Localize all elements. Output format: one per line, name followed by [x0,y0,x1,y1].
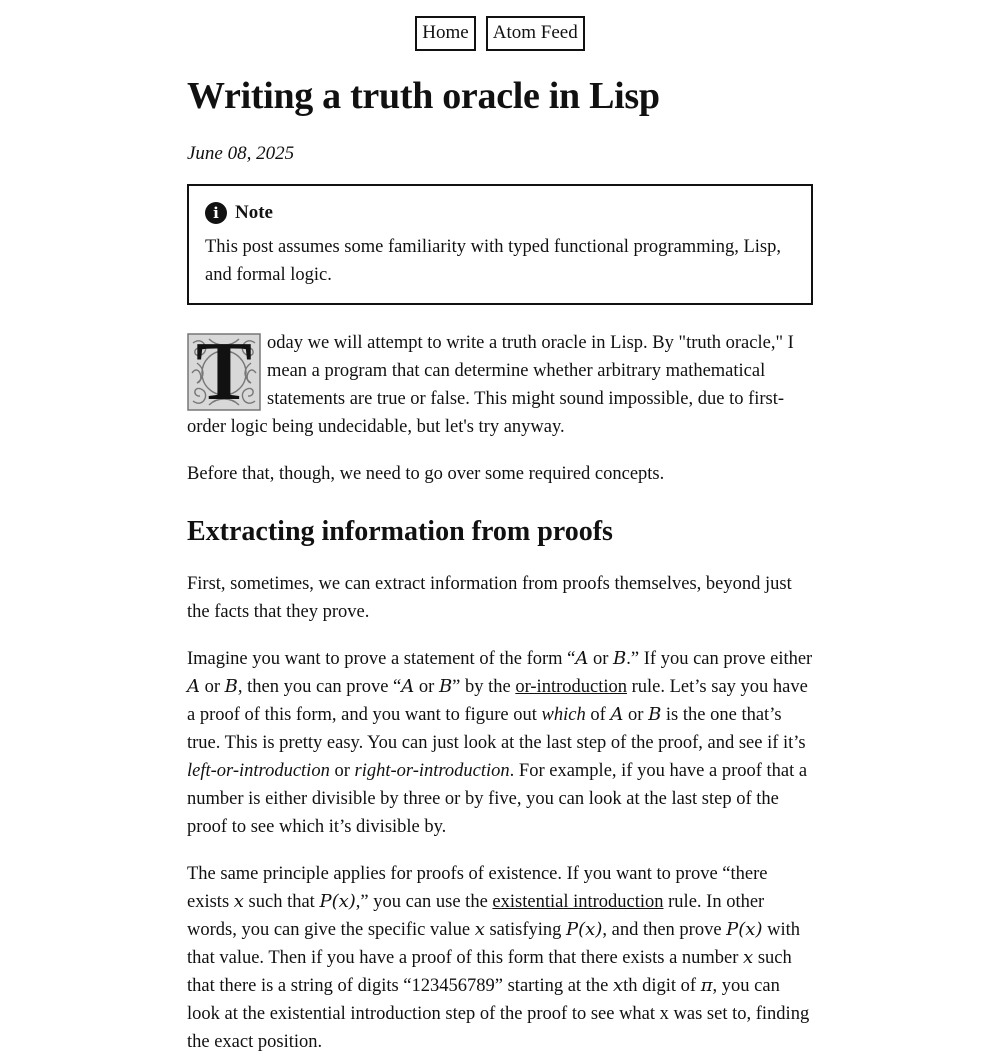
text-run: or [200,677,225,697]
math-A: A [610,704,624,725]
math-Px: P(x) [566,919,603,940]
emphasis-which: which [541,705,586,725]
or-introduction-link[interactable]: or-introduction [515,677,627,697]
info-icon: i [205,202,227,224]
math-Px: P(x) [726,919,763,940]
or-intro-paragraph [187,645,813,841]
text-run: rule. Let’s say you have a proof of this form, and you want to figure out [187,677,808,725]
text-run: ,” you can use the [355,892,493,912]
math-B: B [648,704,662,725]
page-title: Writing a truth oracle in Lisp [187,75,660,117]
text-run: is the one that’s true. This is pretty easy. You can just look at the last step of the proof, and see if it’s [187,705,806,753]
text-run: satisfying [484,920,567,940]
section-heading: Extracting information from proofs [187,516,613,547]
text-run: Imagine you want to prove a statement of the form “ [187,649,576,669]
dropcap-letter: T [195,325,253,418]
math-x: x [233,891,244,912]
article [187,70,813,1056]
proofs-paragraph: First, sometimes, we can extract information from proofs themselves, beyond just the facts that they prove. [187,574,792,622]
note-callout [187,184,813,305]
intro-paragraph [187,325,813,441]
text-run: or [329,761,355,781]
nav-home-link[interactable]: Home [415,16,475,51]
text-run: of [585,705,611,725]
math-x: x [474,919,485,940]
math-A: A [575,648,589,669]
text-run: such that there is a string of digits “123456789” starting at the [187,948,792,996]
text-run: rule. In other words, you can give the specific value [187,892,765,940]
math-Px: P(x) [319,891,356,912]
top-nav [0,16,1000,51]
emphasis-right-or-introduction: right-or-introduction [354,761,510,781]
concepts-paragraph: Before that, though, we need to go over some required concepts. [187,464,665,484]
existence-paragraph [187,860,813,1056]
note-title: Note [235,202,273,223]
note-body: This post assumes some familiarity with typed functional programming, Lisp, and formal logic. [205,237,781,285]
text-run: , you can look at the existential introduction step of the proof to see what x was set to, finding the exact position. [187,976,810,1052]
post-date: June 08, 2025 [187,143,295,164]
intro-text: oday we will attempt to write a truth oracle in Lisp. By "truth oracle," I mean a program that can determine whether arbitrary mathematical statements are true or false. This might sound impossible, due to first-order logic being undecidable, but let's try anyway. [187,333,794,437]
note-header [205,200,795,226]
text-run: or [588,649,614,669]
math-pi: π [700,975,713,996]
math-B: B [613,648,627,669]
math-B: B [438,676,453,697]
math-A: A [401,676,415,697]
text-run: The same principle applies for proofs of existence. If you want to prove “there exists [187,864,768,912]
dropcap-ornament [187,325,261,418]
existential-introduction-link[interactable]: existential introduction [492,892,664,912]
text-run: . For example, if you have a proof that a number is either divisible by three or by five, you can look at the last step of the proof to see which it’s divisible by. [187,761,808,837]
text-run: , then you can prove “ [237,677,402,697]
math-B: B [224,676,238,697]
text-run: with that value. Then if you have a proof of this form that there exists a number [187,920,800,968]
text-run: , and then prove [602,920,727,940]
text-run: ” by the [452,677,516,697]
text-run: .” If you can prove either [626,649,813,669]
text-run: or [414,677,439,697]
math-x: x [612,975,624,996]
math-A: A [187,676,200,697]
text-run: th digit of [623,976,701,996]
nav-atom-feed-link[interactable]: Atom Feed [486,16,585,51]
emphasis-left-or-introduction: left-or-introduction [187,761,330,781]
math-x: x [743,947,754,968]
text-run: or [623,705,649,725]
text-run: such that [243,892,320,912]
